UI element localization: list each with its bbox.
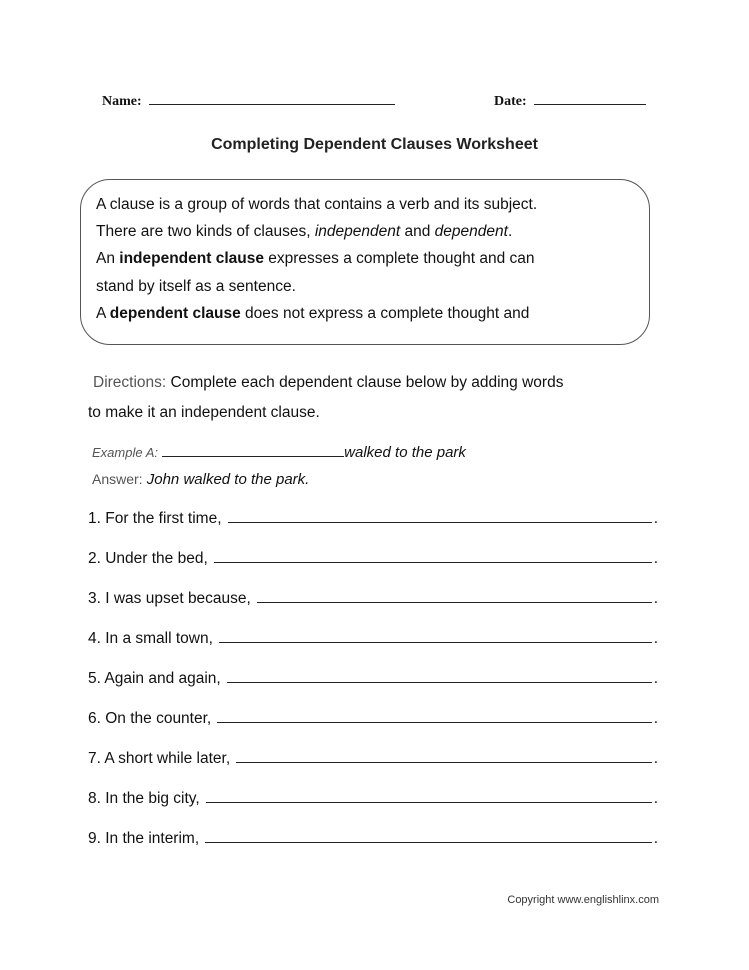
- question-item: [88, 750, 658, 768]
- question-prompt: 5. Again and again,: [88, 670, 221, 687]
- box-line-5: [96, 305, 529, 323]
- period: .: [653, 510, 658, 527]
- period: .: [653, 550, 658, 567]
- question-item: [88, 670, 658, 688]
- answer-blank[interactable]: [206, 790, 652, 803]
- directions: [93, 374, 563, 392]
- text: An: [96, 250, 120, 267]
- question-prompt: 8. In the big city,: [88, 790, 200, 807]
- answer-text: John walked to the park.: [142, 471, 310, 488]
- box-line-4: stand by itself as a sentence.: [96, 278, 296, 295]
- box-line-1: A clause is a group of words that contains a verb and its subject.: [96, 196, 538, 213]
- date-blank[interactable]: [534, 104, 646, 105]
- question-prompt: 1. For the first time,: [88, 510, 222, 527]
- question-prompt: 3. I was upset because,: [88, 590, 251, 607]
- answer-label: Answer:: [92, 471, 143, 487]
- period: .: [653, 630, 658, 647]
- answer-blank[interactable]: [227, 670, 652, 683]
- text: dependent: [434, 223, 508, 240]
- question-prompt: 7. A short while later,: [88, 750, 231, 767]
- question-item: [88, 630, 658, 648]
- period: .: [653, 830, 658, 847]
- text: and: [400, 223, 435, 240]
- answer-blank[interactable]: [236, 750, 652, 763]
- copyright: Copyright www.englishlinx.com: [507, 894, 659, 906]
- text: .: [507, 223, 513, 240]
- example: [92, 444, 466, 461]
- question-item: [88, 830, 658, 848]
- directions-text-2: to make it an independent clause.: [88, 404, 320, 421]
- question-prompt: 6. On the counter,: [88, 710, 212, 727]
- example-blank: [162, 456, 344, 457]
- period: .: [653, 750, 658, 767]
- answer-blank[interactable]: [219, 630, 652, 643]
- answer-blank[interactable]: [228, 510, 652, 523]
- answer-blank[interactable]: [217, 710, 651, 723]
- text: There are two kinds of clauses,: [96, 223, 315, 240]
- name-label: Name:: [102, 94, 142, 109]
- text: A: [96, 305, 110, 322]
- worksheet-title: Completing Dependent Clauses Worksheet: [211, 136, 538, 153]
- name-blank[interactable]: [149, 104, 395, 105]
- text: does not express a complete thought and: [240, 305, 530, 322]
- period: .: [653, 670, 658, 687]
- answer: [92, 471, 309, 488]
- directions-label: Directions:: [93, 374, 167, 391]
- box-line-2: [96, 223, 512, 241]
- text: independent: [314, 223, 401, 240]
- text: independent clause: [119, 250, 264, 267]
- question-item: [88, 710, 658, 728]
- directions-text: Complete each dependent clause below by adding words: [166, 374, 564, 391]
- text: expresses a complete thought and can: [263, 250, 535, 267]
- question-item: [88, 510, 658, 528]
- period: .: [653, 790, 658, 807]
- question-prompt: 4. In a small town,: [88, 630, 213, 647]
- question-item: [88, 790, 658, 808]
- date-label: Date:: [494, 94, 527, 109]
- answer-blank[interactable]: [214, 550, 652, 563]
- period: .: [653, 710, 658, 727]
- question-item: [88, 590, 658, 608]
- answer-blank[interactable]: [205, 830, 652, 843]
- question-prompt: 9. In the interim,: [88, 830, 200, 847]
- text: dependent clause: [109, 305, 241, 322]
- name-field[interactable]: [102, 94, 395, 110]
- period: .: [653, 590, 658, 607]
- date-field[interactable]: [494, 94, 646, 110]
- question-item: [88, 550, 658, 568]
- box-line-3: [96, 250, 535, 268]
- question-prompt: 2. Under the bed,: [88, 550, 208, 567]
- example-text: walked to the park: [344, 444, 466, 461]
- answer-blank[interactable]: [257, 590, 652, 603]
- example-label: Example A:: [92, 445, 158, 460]
